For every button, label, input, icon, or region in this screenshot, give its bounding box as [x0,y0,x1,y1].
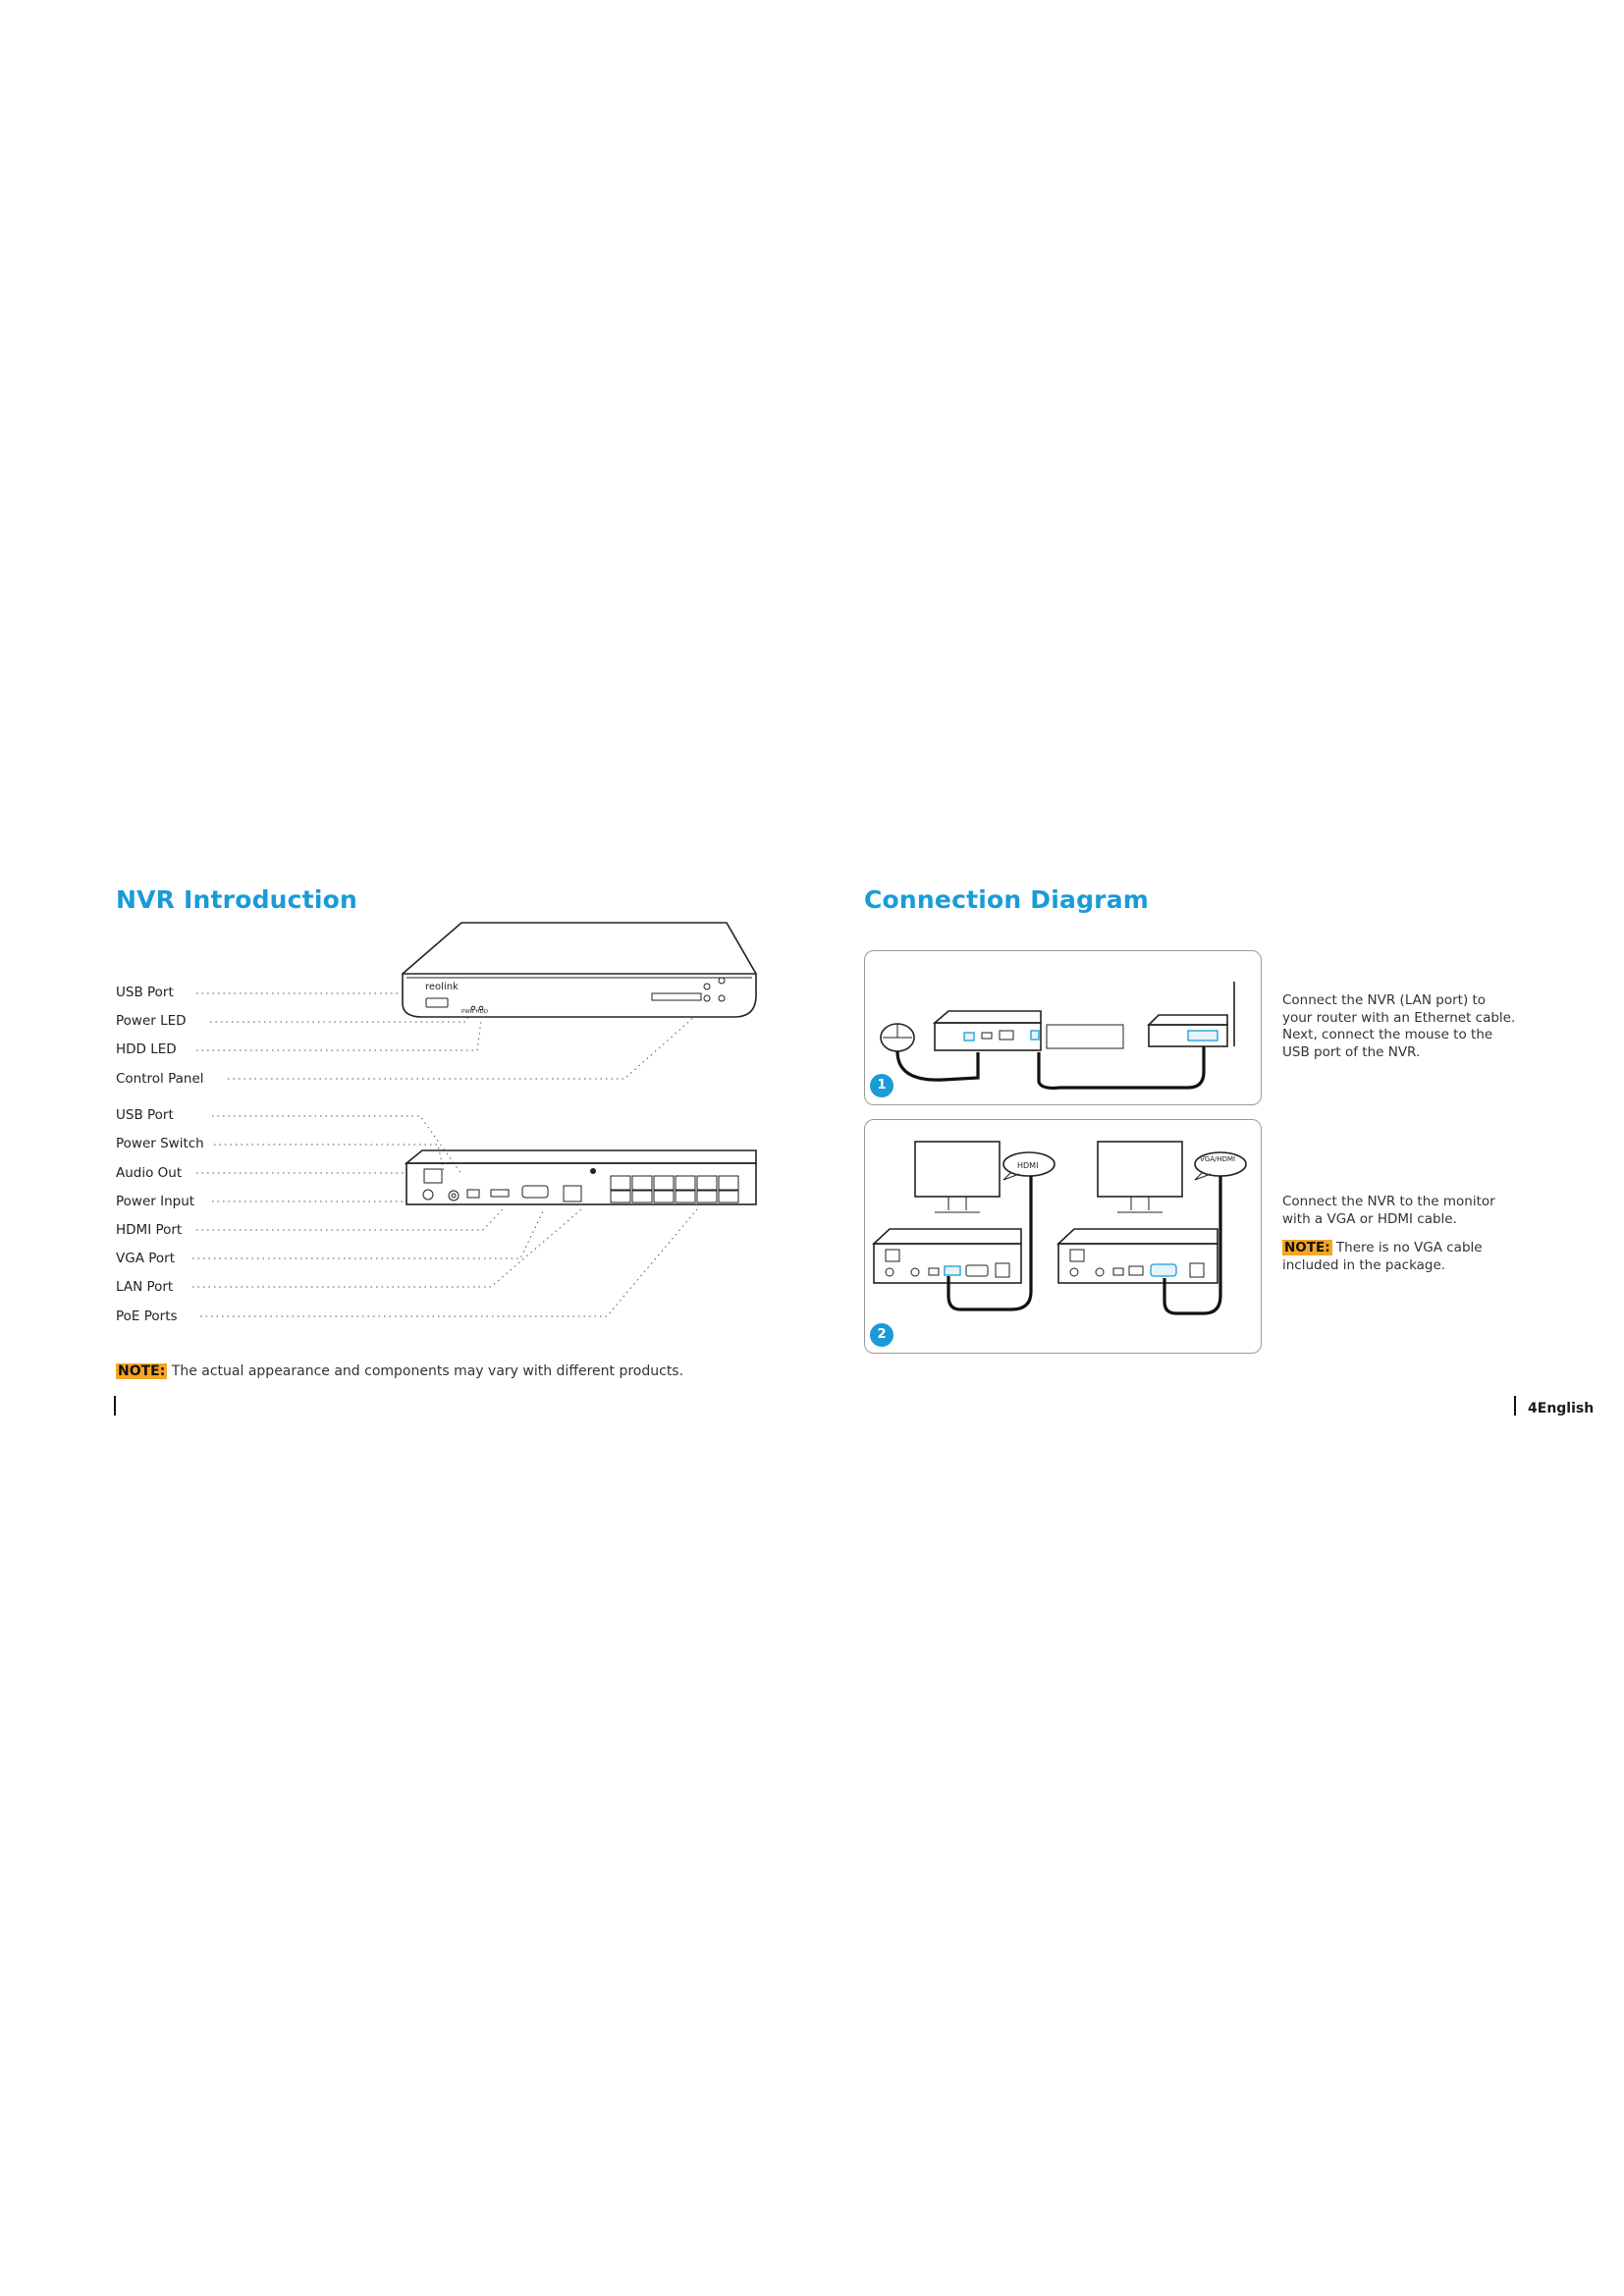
label-audio-out: Audio Out [116,1165,183,1181]
step-2-note-tag: NOTE: [1284,1240,1330,1255]
step-2-badge: 2 [870,1323,893,1347]
label-poe-ports: PoE Ports [116,1308,178,1324]
nvr-step2-right-icon [1058,1229,1218,1283]
label-power-switch: Power Switch [116,1136,204,1151]
label-power-input: Power Input [116,1194,195,1209]
page-number: 4 [1528,1401,1538,1416]
label-power-led: Power LED [116,1013,187,1029]
monitor-left-icon [915,1142,1000,1212]
step-2-note-text: There is no VGA cable included in the package. [1282,1240,1483,1273]
label-hdmi-port: HDMI Port [116,1222,183,1238]
label-vga-port: VGA Port [116,1251,175,1266]
right-page-marker [1514,1396,1516,1415]
step-2-note [1282,1240,1516,1274]
nvr-step2-left-icon [874,1229,1021,1283]
label-front-usb-port: USB Port [116,985,174,1000]
page-footer [1528,1401,1594,1416]
hdmi-callout: HDMI [1017,1161,1039,1170]
monitor-right-icon [1098,1142,1182,1212]
nvr-introduction-title: NVR Introduction [116,885,357,914]
reolink-logo: reolink [425,982,459,992]
page-language: English [1537,1401,1595,1416]
step-2-text: Connect the NVR to the monitor with a VGA or HDMI cable. [1282,1194,1495,1227]
note-tag: NOTE: [118,1363,166,1379]
step-1-description [1282,992,1516,1061]
label-rear-usb-port: USB Port [116,1107,174,1123]
front-led-label: PWR HDD [461,1009,488,1015]
mouse-icon [881,1024,914,1051]
note-text: The actual appearance and components may vary with different products. [167,1363,684,1379]
step-2-description [1282,1194,1516,1274]
router-icon [1149,982,1234,1046]
step-1-badge: 1 [870,1074,893,1097]
step-1-text: Connect the NVR (LAN port) to your router with an Ethernet cable. Next, connect the mouse to the USB port of the NVR. [1282,992,1516,1060]
vga-hdmi-callout: VGA/HDMI [1200,1155,1236,1163]
label-lan-port: LAN Port [116,1279,174,1295]
label-hdd-led: HDD LED [116,1041,177,1057]
nvr-step1-icon [935,1011,1123,1050]
label-control-panel: Control Panel [116,1071,204,1087]
connection-diagram-title: Connection Diagram [864,885,1150,914]
